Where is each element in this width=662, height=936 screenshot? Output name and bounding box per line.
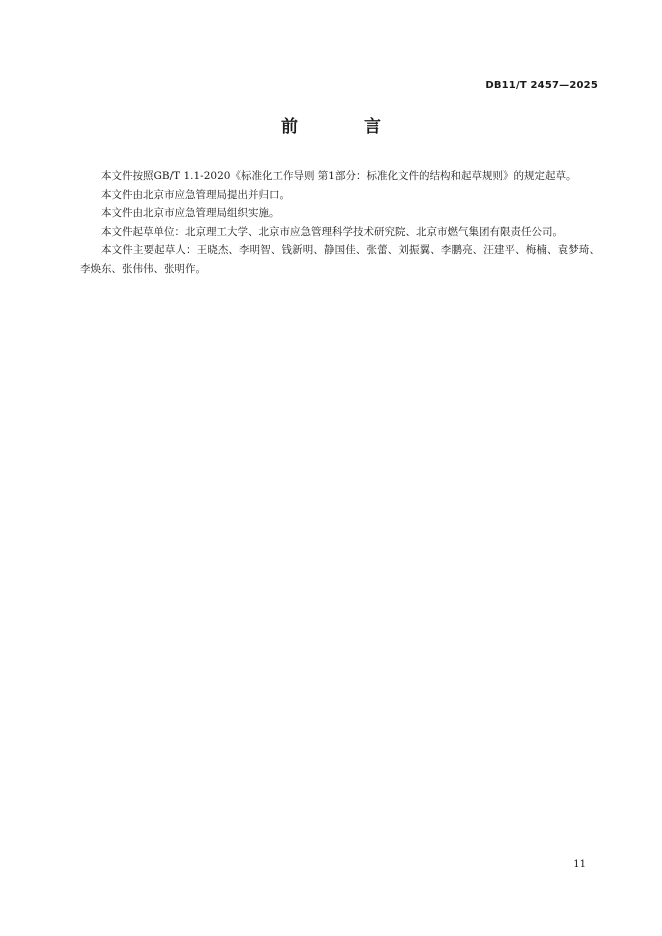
paragraph-drafters: 本文件主要起草人：王晓杰、李明智、钱新明、静国佳、张蕾、刘振翼、李鹏亮、汪建平、梅楠、袁梦琦、李焕东、张伟伟、张明作。 <box>80 244 600 275</box>
paragraph-implementer: 本文件由北京市应急管理局组织实施。 <box>101 207 280 219</box>
paragraph-proposer: 本文件由北京市应急管理局提出并归口。 <box>101 188 290 201</box>
paragraph-drafting-units: 本文件起草单位：北京理工大学、北京市应急管理科学技术研究院、北京市燃气集团有限责任公司。 <box>101 225 563 238</box>
document-code: DB11/T 2457—2025 <box>485 80 598 91</box>
page-title: 前 言 <box>281 117 411 137</box>
paragraph-drafting-basis: 本文件按照GB/T 1.1-2020《标准化工作导则 第1部分：标准化文件的结构和起草规则》的规定起草。 <box>101 170 577 182</box>
page-number: 11 <box>573 859 586 870</box>
document-body <box>80 167 600 278</box>
